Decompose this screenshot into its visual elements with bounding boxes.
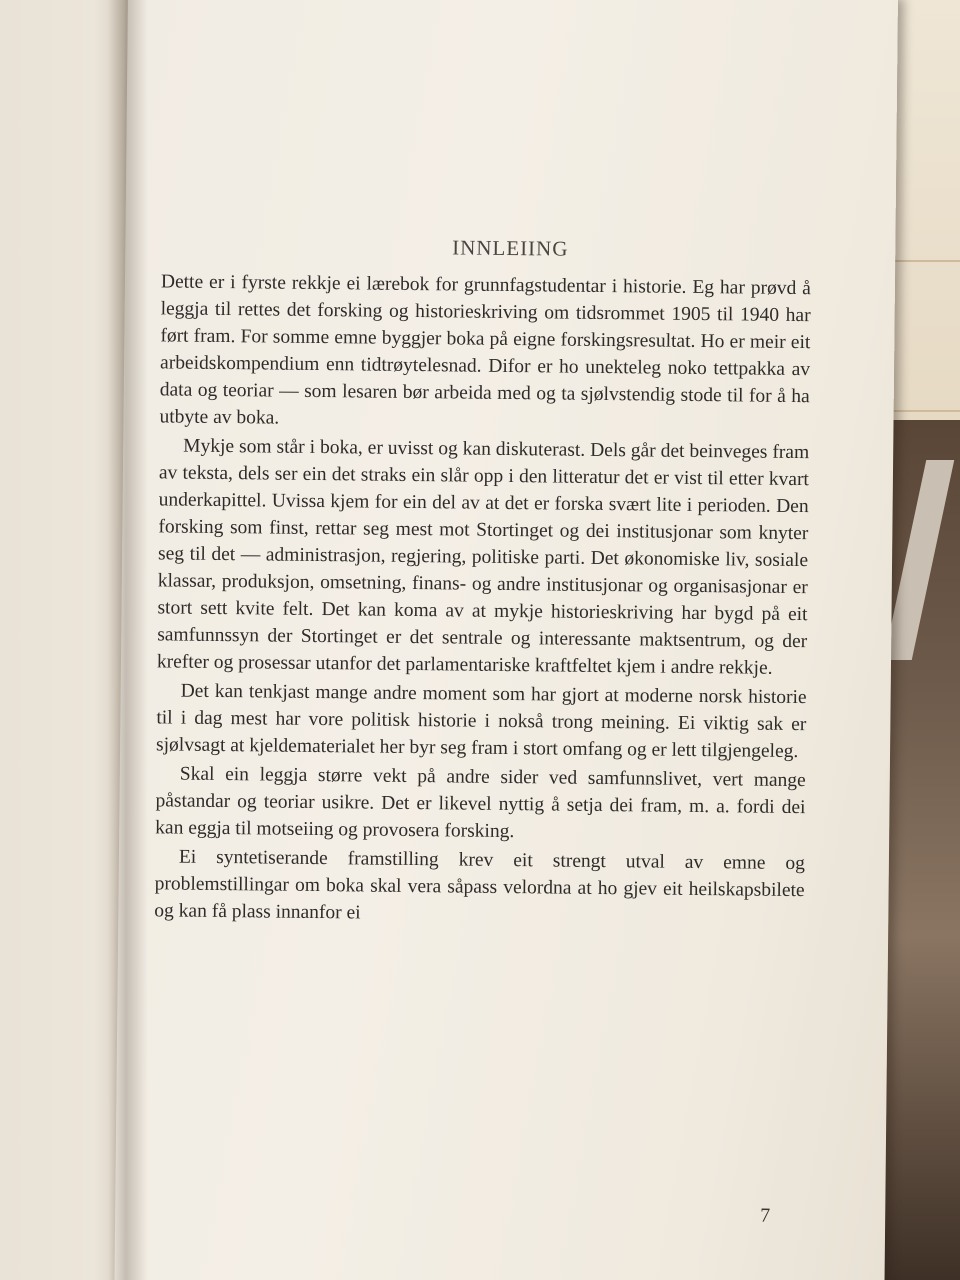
body-text	[154, 268, 811, 931]
page-number: 7	[760, 1204, 771, 1227]
paragraph-4: Skal ein leggja større vekt på andre sider ved samfunnslivet, vert mange påstandar og teoriar usikre. Det er likevel nyttig å setja dei fram, m. a. fordi dei kan eggja til motseiing og provosera forsking.	[155, 763, 806, 843]
book-page	[114, 0, 898, 1280]
book-gutter-shadow	[108, 0, 148, 1280]
chapter-heading: INNLEIING	[452, 235, 569, 261]
paragraph-1: Dette er i fyrste rekkje ei lærebok for grunnfagstudentar i historie. Eg har prøvd å leggja til rettes det forsking og historieskriving om tidsrommet 1905 til 1940 har ført fram. For somme emne byggjer boka på eigne forskingsresultat. Ho er meir eit arbeidskompendium enn tidtrøytelesnad. Difor er ho unekteleg noko tettpakka av data og teoriar — som lesaren bør arbeida med og ta sjølvstendig stode til for å ha utbyte av boka.	[159, 271, 812, 429]
paragraph-3: Det kan tenkjast mange andre moment som har gjort at moderne norsk historie til i dag mest har vore politisk historie i nokså trong meining. Ei viktig sak er sjølvsagt at kjeldematerialet her byr seg fram i stort omfang og er lett tilgjengeleg.	[155, 680, 807, 763]
paragraph-2: Mykje som står i boka, er uvisst og kan diskuterast. Dels går det beinveges fram av teksta, dels ser ein det straks ein slår opp i den litteratur det er vist til etter kvart underkapittel. Uvissa kjem for ein del av at det er forska svært lite i perioden. Den forsking som finst, rettar seg mest mot Stortinget og dei institusjonar som knyter seg til det — administrasjon, regjering, politiske parti. Det økonomiske liv, sosiale klassar, produksjon, omsetning, finans- og andre institusjonar og organisasjonar er stort sett kvite felt. Det kan koma av at mykje historieskriving har bygd på eit samfunnssyn der Stortinget er det sentrale og interessante maktsentrum, og der krefter og prosessar utanfor det parlamentariske kraftfeltet kjem i andre rekkje.	[156, 435, 810, 679]
paragraph-5: Ei syntetiserande framstilling krev eit strengt utval av emne og problemstillingar om boka skal vera såpass velordna at ho gjev eit heilskapsbilete og kan få plass innanfor ei	[154, 846, 805, 924]
